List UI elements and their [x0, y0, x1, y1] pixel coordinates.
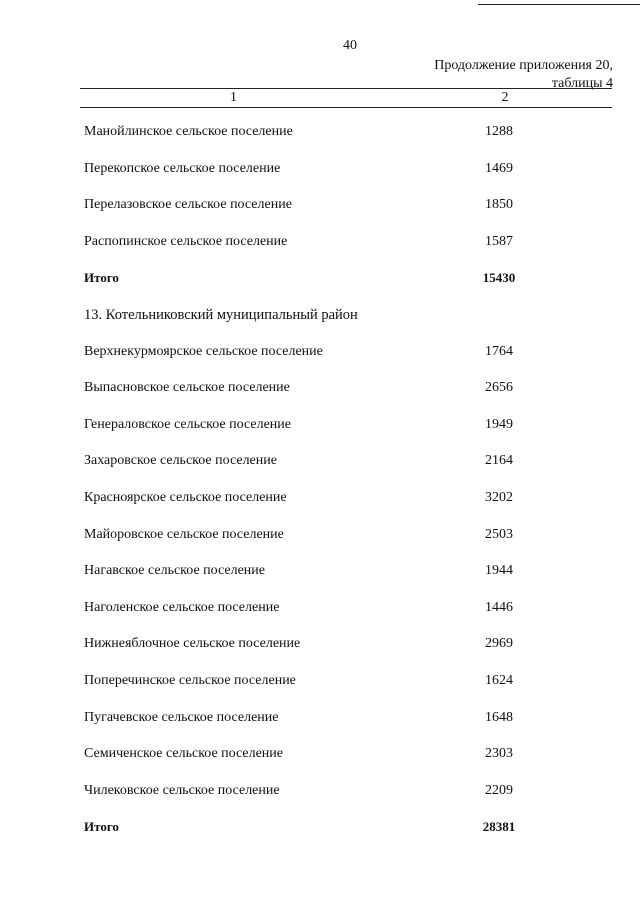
- row-value: 2303: [485, 746, 513, 762]
- table-row: [84, 451, 612, 488]
- row-value: 1949: [485, 416, 513, 432]
- row-name: Семиченское сельское поселение: [84, 746, 284, 762]
- table-row: [84, 378, 612, 415]
- table-row: [84, 415, 612, 452]
- table-row: [84, 598, 612, 635]
- row-name: Выпасновское сельское поселение: [84, 380, 290, 396]
- table-row: [84, 488, 612, 525]
- table-row: [84, 561, 612, 598]
- row-name: Пугачевское сельское поселение: [84, 709, 279, 725]
- caption-line-2: таблицы 4: [551, 76, 613, 91]
- row-value: 1288: [485, 124, 513, 139]
- row-name: Генераловское сельское поселение: [84, 416, 291, 432]
- table-body: [84, 122, 612, 854]
- top-rule: [478, 4, 640, 5]
- row-value: 1850: [485, 197, 513, 213]
- row-value: 2969: [485, 636, 513, 652]
- row-name: Манойлинское сельское поселение: [84, 124, 293, 139]
- row-name: Наголенское сельское поселение: [84, 599, 280, 615]
- row-value: 2656: [485, 380, 513, 396]
- table-row: [84, 159, 612, 196]
- row-name: Перекопское сельское поселение: [84, 160, 281, 176]
- table-row: [84, 744, 612, 781]
- row-name: Итого: [84, 819, 119, 835]
- row-name: Верхнекурмоярское сельское поселение: [84, 343, 323, 359]
- total-row: [84, 817, 612, 854]
- row-value: 3202: [485, 489, 513, 505]
- table-header: [80, 88, 612, 108]
- row-name: Распопинское сельское поселение: [84, 233, 288, 249]
- row-value: 1944: [485, 563, 513, 579]
- table-row: [84, 634, 612, 671]
- row-value: 1469: [485, 160, 513, 176]
- row-name: Захаровское сельское поселение: [84, 453, 277, 469]
- row-value: 1446: [485, 599, 513, 615]
- column-header-2: 2: [501, 90, 509, 105]
- table-row: [84, 122, 612, 159]
- row-name: Чилековское сельское поселение: [84, 782, 280, 798]
- table-row: [84, 232, 612, 269]
- row-value: 1764: [485, 343, 513, 359]
- table-row: [84, 671, 612, 708]
- row-value: 2164: [485, 453, 513, 469]
- table-row: [84, 525, 612, 562]
- row-value: 1587: [485, 233, 513, 249]
- column-header-1: 1: [230, 90, 237, 105]
- row-name: Нагавское сельское поселение: [84, 563, 265, 579]
- row-value: 15430: [482, 270, 516, 286]
- row-name: 13. Котельниковский муниципальный район: [84, 306, 358, 323]
- row-name: Поперечинское сельское поселение: [84, 672, 296, 688]
- row-name: Красноярское сельское поселение: [84, 489, 287, 505]
- row-name: Перелазовское сельское поселение: [84, 197, 292, 213]
- row-value: 2503: [485, 526, 513, 542]
- table-row: [84, 195, 612, 232]
- row-name: Нижнеяблочное сельское поселение: [84, 636, 301, 652]
- row-name: Майоровское сельское поселение: [84, 526, 284, 542]
- table-row: [84, 342, 612, 379]
- row-value: 28381: [482, 819, 516, 835]
- section-heading-row: [84, 305, 612, 342]
- row-name: Итого: [84, 270, 119, 286]
- row-value: 2209: [485, 782, 513, 798]
- table-row: [84, 708, 612, 745]
- table-row: [84, 781, 612, 818]
- row-value: 1624: [485, 672, 513, 688]
- page-number: 40: [343, 38, 357, 53]
- row-value: 1648: [485, 709, 513, 725]
- total-row: [84, 268, 612, 305]
- caption-line-1: Продолжение приложения 20,: [434, 58, 613, 73]
